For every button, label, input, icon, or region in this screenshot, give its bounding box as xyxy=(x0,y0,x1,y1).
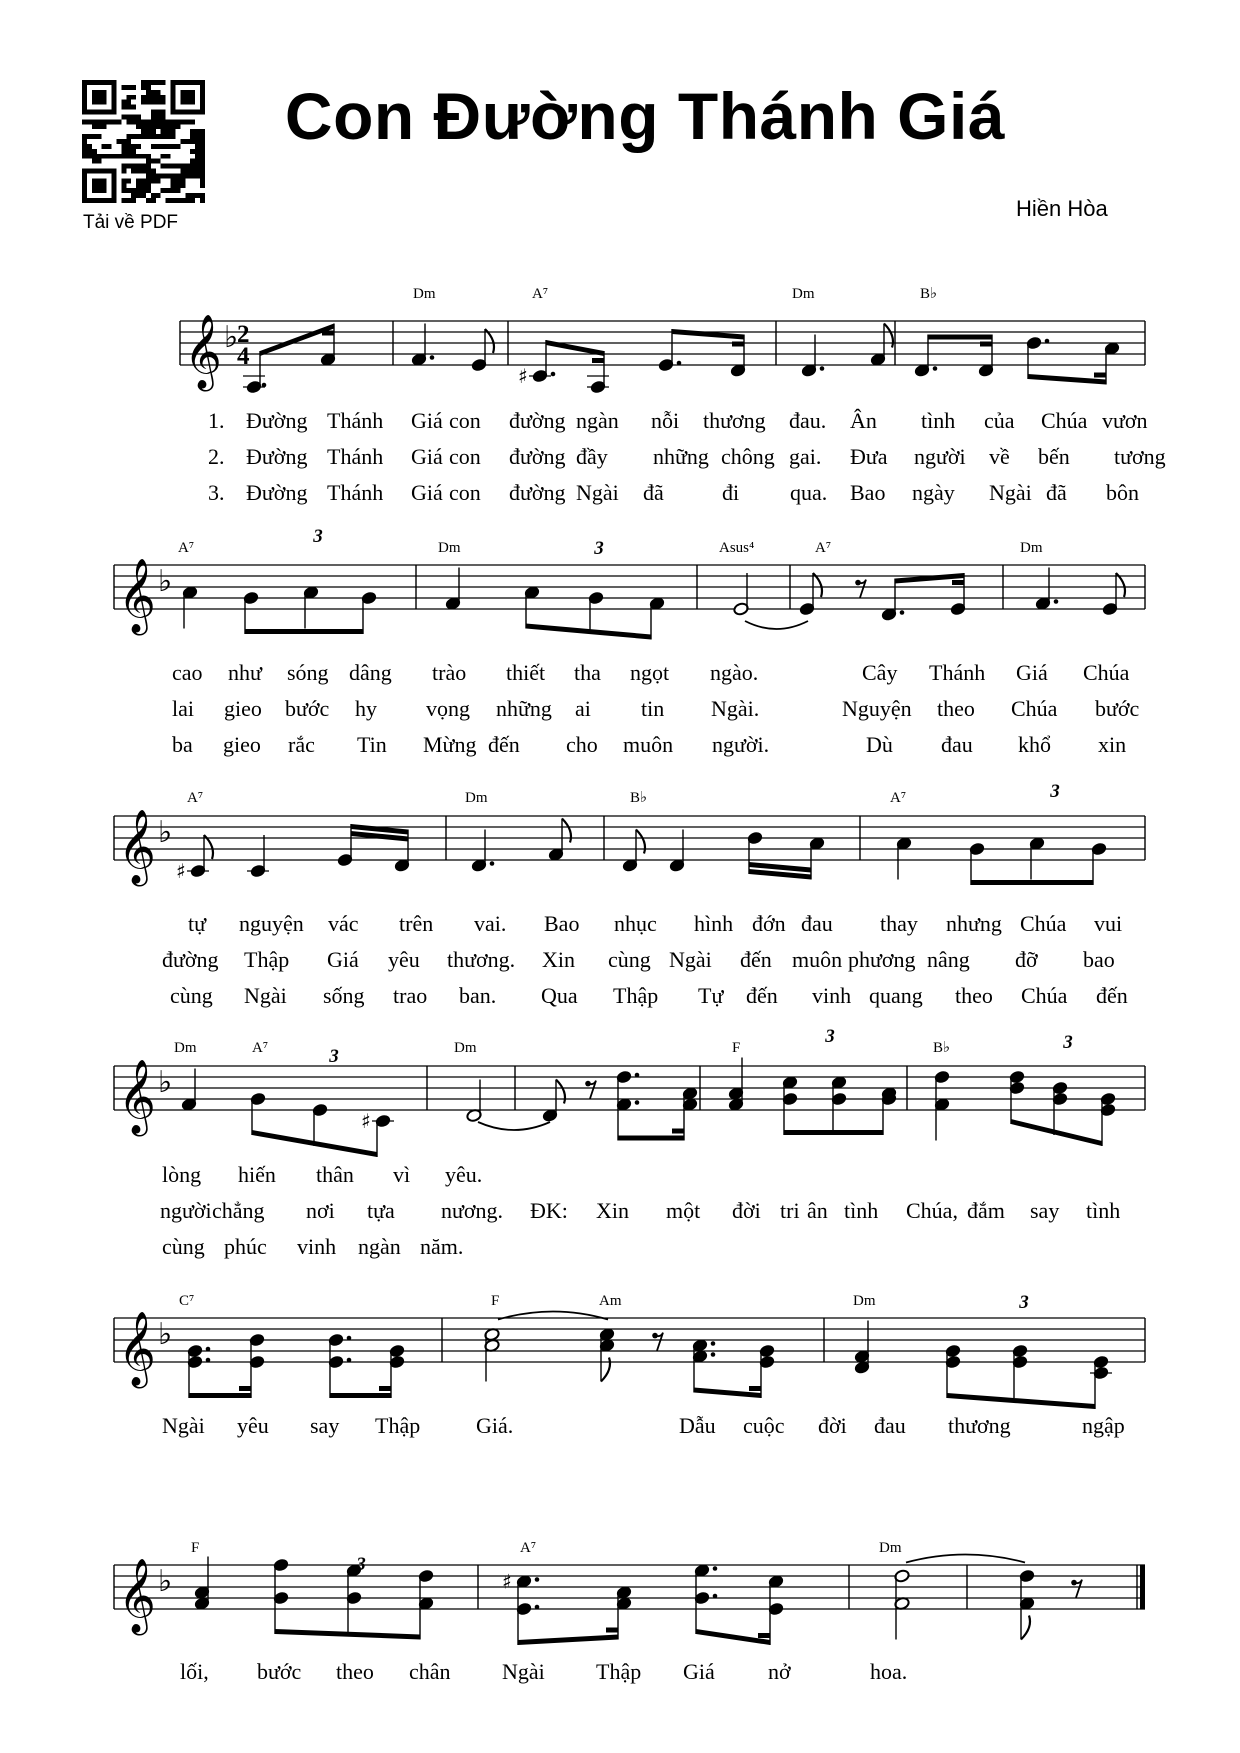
chord-symbol: A⁷ xyxy=(520,1540,537,1556)
dot xyxy=(535,1577,540,1582)
lyric-syllable: cho xyxy=(566,732,598,757)
dot xyxy=(635,1073,640,1078)
beam xyxy=(928,335,992,340)
lyric-syllable: thay xyxy=(880,911,918,936)
lyric-syllable: trào xyxy=(432,660,467,685)
tuplet-number: 3 xyxy=(313,526,323,547)
lyric-syllable: Ngài xyxy=(669,947,712,972)
lyric-syllable: Mừng xyxy=(423,732,477,757)
beam xyxy=(732,342,744,347)
chord-symbol: Dm xyxy=(465,790,488,806)
chord-symbol: Dm xyxy=(792,286,815,302)
lyric-syllable: đau xyxy=(941,732,973,757)
chord-symbol: Dm xyxy=(1020,540,1043,556)
lyric-syllable: Xin xyxy=(542,947,575,972)
lyric-syllable: Giá xyxy=(411,408,443,433)
lyric-syllable: Xin xyxy=(596,1198,629,1223)
lyric-syllable: Thập xyxy=(613,983,659,1008)
lyric-syllable: đi xyxy=(722,480,740,505)
sharp-icon: ♯ xyxy=(518,364,528,388)
chord-symbol: C⁷ xyxy=(179,1293,195,1309)
dot xyxy=(713,1566,718,1571)
chord-symbol: F xyxy=(491,1293,500,1309)
beam xyxy=(1094,373,1106,378)
lyric-syllable: Giá xyxy=(327,947,359,972)
lyric-syllable: tình xyxy=(921,408,956,433)
lyric-syllable: ĐK: xyxy=(530,1198,568,1223)
lyric-syllable: tình xyxy=(1086,1198,1121,1223)
lyric-syllable: đường xyxy=(509,480,566,505)
lyric-syllable: Chúa xyxy=(1041,408,1088,433)
lyric-syllable: Ngài xyxy=(576,480,619,505)
lyric-syllable: Thánh xyxy=(327,408,384,433)
dot xyxy=(713,1594,718,1599)
chord-symbol: A⁷ xyxy=(815,540,832,556)
lyric-syllable: phương xyxy=(848,947,916,972)
lyric-syllable: nỗi xyxy=(651,408,680,433)
lyric-syllable: đời xyxy=(818,1413,847,1438)
lyric-syllable: cùng xyxy=(608,947,651,972)
lyric-syllable: người. xyxy=(712,732,770,757)
flag xyxy=(884,324,893,348)
lyric-syllable: đầy xyxy=(576,444,608,469)
lyric-syllable: Qua xyxy=(541,983,578,1008)
lyric-syllable: xin xyxy=(1098,732,1127,757)
chord-symbol: A⁷ xyxy=(252,1040,269,1056)
lyric-syllable: về xyxy=(989,444,1010,469)
lyric-syllable: Giá. xyxy=(476,1413,514,1438)
lyric-syllable: theo xyxy=(336,1659,374,1684)
eighth-rest-icon xyxy=(588,1081,596,1099)
treble-clef-icon: 𝄞 xyxy=(118,1559,156,1633)
chord-symbol: B♭ xyxy=(630,790,648,806)
beam xyxy=(330,1393,391,1398)
lyric-syllable: nương. xyxy=(441,1198,504,1223)
lyric-syllable: tin xyxy=(641,696,665,721)
lyric-syllable: như xyxy=(228,660,262,685)
lyric-syllable: người xyxy=(914,444,966,469)
lyric-syllable: lối, xyxy=(180,1659,209,1684)
lyric-syllable: ban. xyxy=(459,983,497,1008)
lyric-syllable: ngào. xyxy=(710,660,759,685)
lyric-syllable: Chúa, xyxy=(906,1198,958,1223)
flat-key-signature-icon: ♭ xyxy=(158,1317,173,1352)
lyric-syllable: rắc xyxy=(288,732,315,757)
lyric-syllable: bước xyxy=(1095,696,1140,721)
lyric-syllable: chân xyxy=(409,1659,451,1684)
beam xyxy=(980,342,992,347)
tuplet-number: 3 xyxy=(329,1046,339,1067)
lyric-syllable: Bao xyxy=(544,911,580,936)
lyric-syllable: khổ xyxy=(1018,732,1051,757)
chord-symbol: B♭ xyxy=(933,1040,951,1056)
beam xyxy=(952,580,964,585)
lyric-syllable: đường xyxy=(509,408,566,433)
lyric-syllable: vai. xyxy=(474,911,507,936)
lyric-syllable: hình xyxy=(694,911,734,936)
lyric-syllable: Đường xyxy=(246,444,308,469)
treble-clef-icon: 𝄞 xyxy=(118,1060,156,1134)
lyric-syllable: Thập xyxy=(375,1413,421,1438)
flat-key-signature-icon: ♭ xyxy=(158,1564,173,1599)
beam xyxy=(947,1393,1095,1409)
chord-symbol: A⁷ xyxy=(178,540,195,556)
lyric-syllable: của xyxy=(984,408,1015,433)
eighth-rest-icon xyxy=(858,580,866,598)
lyric-syllable: lai xyxy=(172,696,194,721)
lyric-syllable: thân xyxy=(316,1162,354,1187)
tuplet-number: 3 xyxy=(594,538,604,559)
flat-key-signature-icon: ♭ xyxy=(158,815,173,850)
beam xyxy=(672,1129,684,1134)
lyric-syllable: yêu. xyxy=(445,1162,483,1187)
lyric-syllable: Đường xyxy=(246,408,308,433)
dot xyxy=(677,361,682,366)
chord-symbol: A⁷ xyxy=(532,286,549,302)
lyric-syllable: chẳng xyxy=(212,1198,265,1223)
lyric-syllable: đã xyxy=(643,480,664,505)
lyric-syllable: năm. xyxy=(420,1234,464,1259)
lyric-syllable: say xyxy=(1030,1198,1060,1223)
lyric-syllable: theo xyxy=(937,696,975,721)
lyric-syllable: cùng xyxy=(162,1234,205,1259)
lyric-syllable: đến xyxy=(740,947,772,972)
chord-symbol: F xyxy=(191,1540,200,1556)
lyric-syllable: say xyxy=(310,1413,340,1438)
dot xyxy=(1045,339,1050,344)
lyric-syllable: sống xyxy=(323,983,365,1008)
chord-symbol: Dm xyxy=(174,1040,197,1056)
lyric-syllable: phúc xyxy=(224,1234,267,1259)
lyric-syllable: đến xyxy=(488,732,520,757)
beam xyxy=(518,1635,618,1646)
lyric-syllable: thương. xyxy=(447,947,516,972)
lyric-syllable: vinh xyxy=(297,1234,337,1259)
flag xyxy=(556,1080,565,1104)
lyric-syllable: cùng xyxy=(170,983,213,1008)
dot xyxy=(347,1336,352,1341)
lyric-syllable: yêu xyxy=(237,1413,269,1438)
beam xyxy=(971,880,1093,885)
lyric-syllable: Cây xyxy=(862,660,898,685)
lyric-syllable: thương xyxy=(703,408,766,433)
lyric-syllable: dâng xyxy=(349,660,392,685)
lyric-syllable: đường xyxy=(509,444,566,469)
chord-symbol: Dm xyxy=(438,540,461,556)
lyric-syllable: ngọt xyxy=(630,660,670,685)
lyric-syllable: bến xyxy=(1038,444,1070,469)
sharp-icon: ♯ xyxy=(361,1109,371,1133)
dot xyxy=(490,861,495,866)
lyric-syllable: Đưa xyxy=(850,444,888,469)
lyric-syllable: nâng xyxy=(927,947,970,972)
lyric-syllable: thương xyxy=(948,1413,1011,1438)
beam xyxy=(322,331,334,336)
lyric-syllable: Chúa xyxy=(1020,911,1067,936)
lyric-syllable: lòng xyxy=(162,1162,202,1187)
chord-symbol: Dm xyxy=(413,286,436,302)
beam xyxy=(784,1130,883,1135)
lyric-syllable: đớn xyxy=(752,911,786,936)
chord-symbol: Dm xyxy=(879,1540,902,1556)
lyric-syllable: đau xyxy=(874,1413,906,1438)
lyric-syllable: những xyxy=(653,444,709,469)
dot xyxy=(430,355,435,360)
chord-symbol: Asus⁴ xyxy=(719,540,755,556)
lyric-syllable: Thập xyxy=(244,947,290,972)
lyric-syllable: nhục xyxy=(614,911,657,936)
lyric-syllable: nhưng xyxy=(946,911,1002,936)
lyric-syllable: bước xyxy=(257,1659,302,1684)
dot xyxy=(711,1341,716,1346)
lyric-syllable: vươn xyxy=(1102,408,1148,433)
beam xyxy=(239,1386,251,1391)
lyric-syllable: hiến xyxy=(238,1162,276,1187)
beam xyxy=(526,624,651,640)
lyric-syllable: muôn xyxy=(792,947,843,972)
beam xyxy=(758,1633,770,1638)
time-signature-top: 2 xyxy=(237,321,250,348)
tuplet-number: 3 xyxy=(1063,1032,1073,1053)
lyric-syllable: thiết xyxy=(506,660,546,685)
flag xyxy=(636,830,645,854)
lyric-syllable: gieo xyxy=(224,696,262,721)
chord-symbol: B♭ xyxy=(920,286,938,302)
lyric-syllable: đường xyxy=(162,947,219,972)
download-pdf-link[interactable]: Tải về PDF xyxy=(83,212,179,233)
lyric-syllable: gai. xyxy=(789,444,822,469)
lyric-syllable: bước xyxy=(285,696,330,721)
lyric-syllable: ngập xyxy=(1082,1413,1125,1438)
dot xyxy=(347,1358,352,1363)
beam xyxy=(379,1386,391,1391)
final-barline-thick xyxy=(1140,1565,1145,1609)
lyric-syllable: Đường xyxy=(246,480,308,505)
chord-symbol: Dm xyxy=(853,1293,876,1309)
beam xyxy=(1011,1119,1102,1146)
lyric-syllable: chông xyxy=(721,444,775,469)
lyric-syllable: muôn xyxy=(623,732,674,757)
lyric-syllable: Giá xyxy=(411,444,443,469)
lyric-syllable: Thập xyxy=(596,1659,642,1684)
treble-clef-icon: 𝄞 xyxy=(118,810,156,884)
lyric-syllable: Ngài. xyxy=(711,696,760,721)
time-signature-bottom: 4 xyxy=(237,343,250,370)
lyric-syllable: Chúa xyxy=(1011,696,1058,721)
lyric-syllable: 2. xyxy=(208,444,225,469)
lyric-syllable: gieo xyxy=(223,732,261,757)
lyric-syllable: đau. xyxy=(789,408,827,433)
lyric-syllable: con xyxy=(449,444,481,469)
dot xyxy=(206,1358,211,1363)
lyric-syllable: tựa xyxy=(367,1198,395,1223)
beam xyxy=(592,358,604,363)
lyric-syllable: ân xyxy=(807,1198,828,1223)
lyric-syllable: ngàn xyxy=(576,408,619,433)
dot xyxy=(635,1100,640,1105)
lyric-syllable: Thánh xyxy=(327,480,384,505)
flat-key-signature-icon: ♭ xyxy=(158,564,173,599)
dot xyxy=(933,366,938,371)
dot xyxy=(262,383,267,388)
lyric-syllable: Tin xyxy=(357,732,387,757)
beam xyxy=(606,1628,618,1633)
lyric-syllable: Thánh xyxy=(929,660,986,685)
tuplet-number: 3 xyxy=(356,1554,366,1575)
lyric-syllable: trên xyxy=(399,911,434,936)
lyric-syllable: Ân xyxy=(850,408,877,433)
lyric-syllable: bôn xyxy=(1106,480,1139,505)
lyric-syllable: Thánh xyxy=(327,444,384,469)
dot xyxy=(535,1605,540,1610)
lyric-syllable: Bao xyxy=(850,480,886,505)
lyric-syllable: nở xyxy=(768,1659,791,1684)
lyric-syllable: cuộc xyxy=(743,1413,785,1438)
tuplet-number: 3 xyxy=(1050,781,1060,802)
lyric-syllable: Giá xyxy=(1016,660,1048,685)
lyric-syllable: quang xyxy=(869,983,923,1008)
beam xyxy=(618,1136,684,1141)
tuplet-number: 3 xyxy=(1019,1292,1029,1313)
chord-symbol: Am xyxy=(599,1293,622,1309)
lyric-syllable: hoa. xyxy=(870,1659,908,1684)
lyric-syllable: đến xyxy=(746,983,778,1008)
dot xyxy=(900,610,905,615)
lyric-syllable: Ngài xyxy=(162,1413,205,1438)
lyric-syllable: con xyxy=(449,408,481,433)
lyric-syllable: 1. xyxy=(208,408,225,433)
lyric-syllable: nguyện xyxy=(239,911,304,936)
lyric-syllable: con xyxy=(449,480,481,505)
dot xyxy=(206,1347,211,1352)
tie xyxy=(745,621,808,629)
lyric-syllable: ai xyxy=(575,696,591,721)
dot xyxy=(551,372,556,377)
lyric-syllable: đã xyxy=(1046,480,1067,505)
treble-clef-icon: 𝄞 xyxy=(184,315,222,389)
lyric-syllable: ngàn xyxy=(358,1234,401,1259)
lyric-syllable: đau xyxy=(801,911,833,936)
lyric-syllable: vinh xyxy=(812,983,852,1008)
lyric-syllable: tha xyxy=(574,660,601,685)
treble-clef-icon: 𝄞 xyxy=(118,1312,156,1386)
lyric-syllable: cao xyxy=(172,660,203,685)
lyric-syllable: yêu xyxy=(388,947,420,972)
chord-symbol: Dm xyxy=(454,1040,477,1056)
lyric-syllable: Nguyện xyxy=(842,696,912,721)
tie xyxy=(478,1122,550,1130)
lyric-syllable: Dẫu xyxy=(679,1413,716,1438)
lyric-syllable: nơi xyxy=(306,1198,335,1223)
song-title: Con Đường Thánh Giá xyxy=(284,79,1006,153)
flat-key-signature-icon: ♭ xyxy=(224,320,239,355)
composer-name: Hiền Hòa xyxy=(1016,196,1108,221)
lyric-syllable: tình xyxy=(844,1198,879,1223)
flag xyxy=(562,819,571,843)
lyric-syllable: Chúa xyxy=(1021,983,1068,1008)
treble-clef-icon: 𝄞 xyxy=(118,559,156,633)
lyric-syllable: tương xyxy=(1114,444,1166,469)
flag xyxy=(601,1358,610,1382)
eighth-rest-icon xyxy=(1074,1580,1082,1598)
lyric-syllable: 3. xyxy=(208,480,225,505)
lyric-syllable: Giá xyxy=(683,1659,715,1684)
lyric-syllable: trao xyxy=(393,983,428,1008)
lyric-syllable: vọng xyxy=(426,696,470,721)
lyric-syllable: hy xyxy=(355,696,377,721)
lyric-syllable: vì xyxy=(393,1162,411,1187)
tie xyxy=(906,1555,1025,1563)
eighth-rest-icon xyxy=(655,1333,663,1351)
beam xyxy=(189,1393,251,1398)
lyric-syllable: tự xyxy=(188,911,207,936)
lyric-syllable: đời xyxy=(732,1198,761,1223)
lyric-syllable: theo xyxy=(955,983,993,1008)
lyric-syllable: bao xyxy=(1083,947,1115,972)
lyric-syllable: vui xyxy=(1094,911,1123,936)
tuplet-number: 3 xyxy=(825,1026,835,1047)
dot xyxy=(1054,599,1059,604)
beam xyxy=(245,629,363,634)
beam xyxy=(672,329,744,340)
lyric-syllable: Chúa xyxy=(1083,660,1130,685)
beam xyxy=(749,1386,761,1391)
lyric-syllable: Dù xyxy=(866,732,893,757)
lyric-syllable: Ngài xyxy=(989,480,1032,505)
lyric-syllable: Tự xyxy=(698,983,724,1008)
lyric-syllable: vác xyxy=(328,911,359,936)
chord-symbol: A⁷ xyxy=(890,790,907,806)
sharp-icon: ♯ xyxy=(502,1569,512,1594)
lyric-syllable: người xyxy=(160,1198,212,1223)
lyric-syllable: Ngài xyxy=(502,1659,545,1684)
lyric-syllable: sóng xyxy=(287,660,329,685)
lyric-syllable: đỡ xyxy=(1015,947,1038,972)
lyric-syllable: tri xyxy=(780,1198,800,1223)
lyric-syllable: đắm xyxy=(967,1198,1005,1223)
lyric-syllable: ngày xyxy=(912,480,955,505)
beam xyxy=(260,324,334,357)
lyric-syllable: Giá xyxy=(411,480,443,505)
chord-symbol: A⁷ xyxy=(187,790,204,806)
dot xyxy=(820,366,825,371)
sharp-icon: ♯ xyxy=(176,859,186,883)
lyric-syllable: những xyxy=(496,696,552,721)
flat-key-signature-icon: ♭ xyxy=(158,1065,173,1100)
dot xyxy=(711,1352,716,1357)
chord-symbol: F xyxy=(732,1040,741,1056)
lyric-syllable: một xyxy=(666,1198,701,1223)
lyric-syllable: ba xyxy=(172,732,193,757)
lyric-syllable: Ngài xyxy=(244,983,287,1008)
lyric-syllable: qua. xyxy=(790,480,828,505)
lyric-syllable: đến xyxy=(1096,983,1128,1008)
flag xyxy=(1021,1616,1030,1640)
